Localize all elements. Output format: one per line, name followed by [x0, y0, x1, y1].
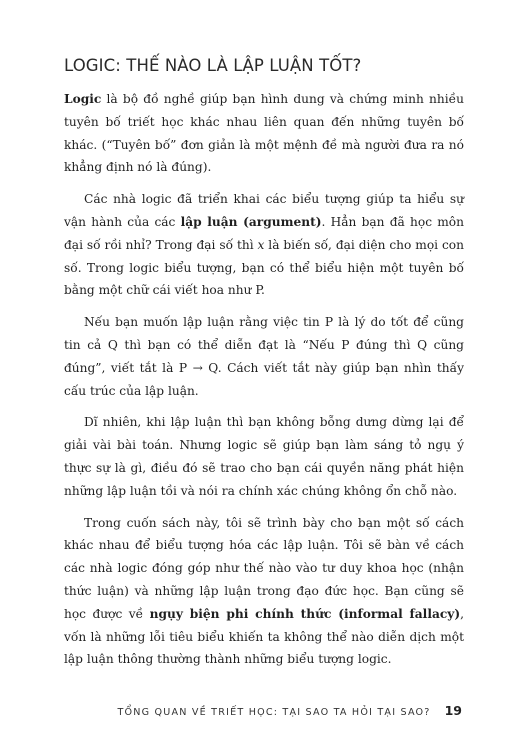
term-informal-fallacy: ngụy biện phi chính thức (informal fallacy): [149, 606, 461, 621]
page-footer: [100, 703, 462, 718]
paragraph-1-text: là bộ đồ nghề giúp bạn hình dung và chứng minh nhiều tuyên bố triết học khác nhau liên quan đến những tuyên bố khác. (“Tuyên bố” đơn giản là một mệnh đề mà người đưa ra nó khẳng định nó là đúng).: [64, 92, 464, 175]
running-head: TỔNG QUAN VỀ TRIẾT HỌC: TẠI SAO TA HỎI TẠI SAO?: [117, 707, 431, 718]
paragraph-2-text-a: Các nhà logic đã triển khai các biểu tượng giúp ta hiểu sự vận hành của các: [64, 192, 464, 229]
paragraph-5-text-b: , vốn là những lỗi tiêu biểu khiến ta không thể nào diễn dịch một lập luận thông thường thành những biểu tượng logic.: [64, 606, 464, 667]
paragraph-4: Dĩ nhiên, khi lập luận thì bạn không bỗng dưng dừng lại để giải vài bài toán. Nhưng logic sẽ giúp bạn làm sáng tỏ ngụ ý thực sự là gì, điều đó sẽ trao cho bạn cái quyền năng phát hiện những lập luận tồi và nói ra chính xác chúng không ổn chỗ nào.: [64, 415, 464, 498]
page-number: 19: [444, 703, 462, 718]
paragraph-2-text-b: . Hẳn bạn đã học môn đại số rồi nhỉ? Trong đại số thì: [64, 214, 464, 252]
paragraph-2-text-c: là biến số, đại diện cho mọi con số. Trong logic biểu tượng, bạn có thể biểu hiện một tuyên bố bằng một chữ cái viết hoa như P.: [64, 237, 464, 298]
body-text: [64, 88, 464, 680]
term-argument: lập luận (argument): [180, 214, 322, 229]
paragraph-2: [64, 188, 464, 302]
paragraph-1: [64, 88, 464, 179]
section-heading: LOGIC: THẾ NÀO LÀ LẬP LUẬN TỐT?: [64, 56, 362, 75]
paragraph-5: [64, 512, 464, 672]
variable-x: x: [257, 237, 265, 252]
paragraph-5-text-a: Trong cuốn sách này, tôi sẽ trình bày cho bạn một số cách khác nhau để biểu tượng hóa các lập luận. Tôi sẽ bàn về cách các nhà logic đóng góp như thế nào vào tư duy khoa học (nhận thức luận) và những lập luận trong đạo đức học. Bạn cũng sẽ học được về: [64, 515, 464, 621]
term-logic: Logic: [64, 92, 102, 106]
paragraph-3: Nếu bạn muốn lập luận rằng việc tin P là lý do tốt để cũng tin cả Q thì bạn có thể diễn đạt là “Nếu P đúng thì Q cũng đúng”, viết tắt là P → Q. Cách viết tắt này giúp bạn nhìn thấy cấu trúc của lập luận.: [64, 315, 464, 398]
